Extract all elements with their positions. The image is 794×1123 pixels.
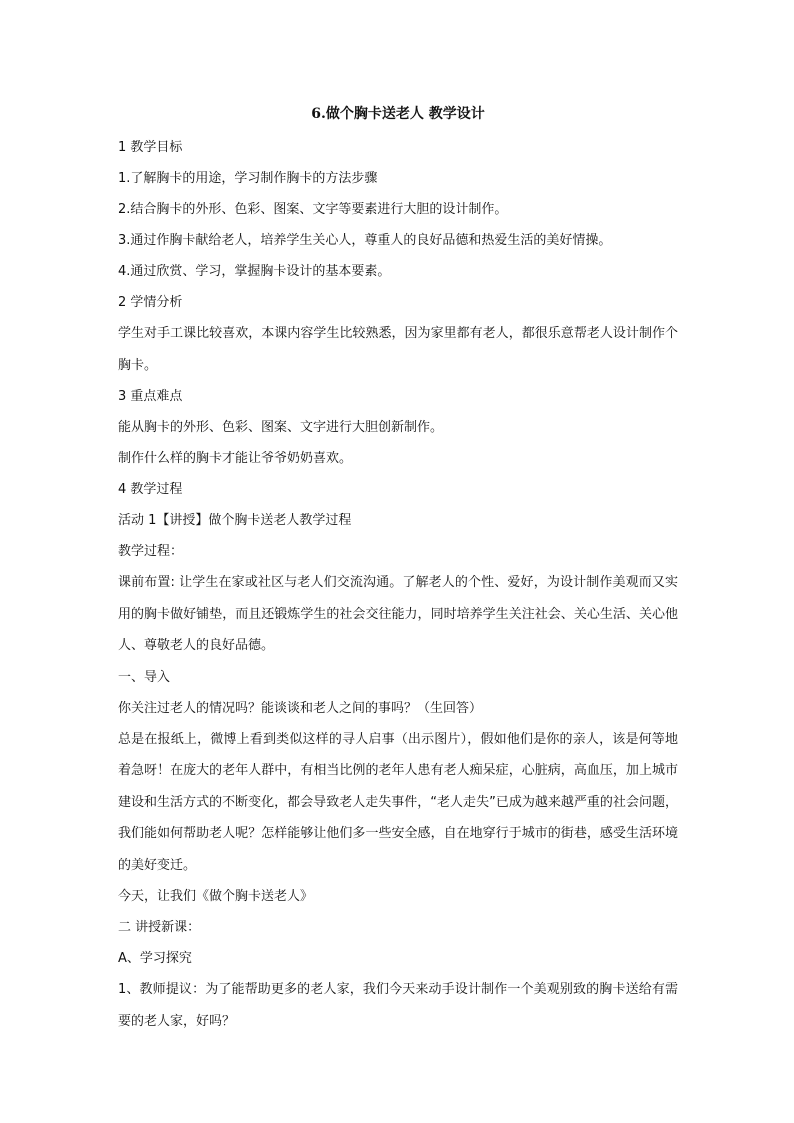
section-heading-key-points: 3 重点难点 — [118, 389, 183, 404]
intro-question: 你关注过老人的情况吗？能谈谈和老人之间的事吗？（生回答） — [118, 700, 483, 716]
subsection-heading-explore: A、学习探究 — [118, 951, 192, 966]
subsection-heading-new-lesson: 二 讲授新课： — [118, 920, 201, 935]
today-line: 今天，让我们《做个胸卡送老人》 — [118, 889, 314, 904]
document-title: 6.做个胸卡送老人 教学设计 — [311, 106, 485, 122]
document-page — [118, 100, 678, 1037]
objective-item: 2.结合胸卡的外形、色彩、图案、文字等要素进行大胆的设计制作。 — [118, 202, 508, 217]
section-heading-objectives: 1 教学目标 — [118, 140, 183, 155]
preclass-paragraph: 课前布置: 让学生在家或社区与老人们交流沟通。了解老人的个性、爱好，为设计制作美观而又实用的胸卡做好铺垫，而且还锻炼学生的社会交往能力，同时培养学生关注社会、关心生活、关心他人、尊敬老人的良好品德。 — [118, 575, 678, 653]
subsection-heading-intro: 一、导入 — [118, 669, 171, 685]
section-heading-analysis: 2 学情分析 — [118, 295, 183, 310]
objective-item: 3.通过作胸卡献给老人，培养学生关心人，尊重人的良好品德和热爱生活的美好情操。 — [118, 233, 612, 248]
teacher-proposal-paragraph: 1、教师提议：为了能帮助更多的老人家，我们今天来动手设计制作一个美观别致的胸卡送给有需要的老人家，好吗？ — [118, 982, 678, 1029]
key-point-item: 制作什么样的胸卡才能让爷爷奶奶喜欢。 — [118, 451, 353, 466]
activity-heading: 活动 1【讲授】做个胸卡送老人教学过程 — [118, 513, 352, 528]
intro-paragraph: 总是在报纸上，微博上看到类似这样的寻人启事（出示图片），假如他们是你的亲人，该是何等地着急呀！在庞大的老年人群中，有相当比例的老年人患有老人痴呆症，心脏病，高血压，加上城市建设和生活方式的不断变化，都会导致老人走失事件，“老人走失”已成为越来越严重的社会问题，我们能如何帮助老人呢？怎样能够让他们多一些安全感，自在地穿行于城市的街巷，感受生活环境的美好变迁。 — [118, 731, 678, 873]
process-label: 教学过程： — [118, 544, 184, 559]
analysis-paragraph: 学生对手工课比较喜欢，本课内容学生比较熟悉，因为家里都有老人，都很乐意帮老人设计制作个胸卡。 — [118, 326, 678, 373]
objective-item: 1.了解胸卡的用途，学习制作胸卡的方法步骤 — [118, 171, 378, 186]
section-heading-process: 4 教学过程 — [118, 482, 183, 497]
key-point-item: 能从胸卡的外形、色彩、图案、文字进行大胆创新制作。 — [118, 420, 444, 435]
objective-item: 4.通过欣赏、学习，掌握胸卡设计的基本要素。 — [118, 264, 391, 279]
